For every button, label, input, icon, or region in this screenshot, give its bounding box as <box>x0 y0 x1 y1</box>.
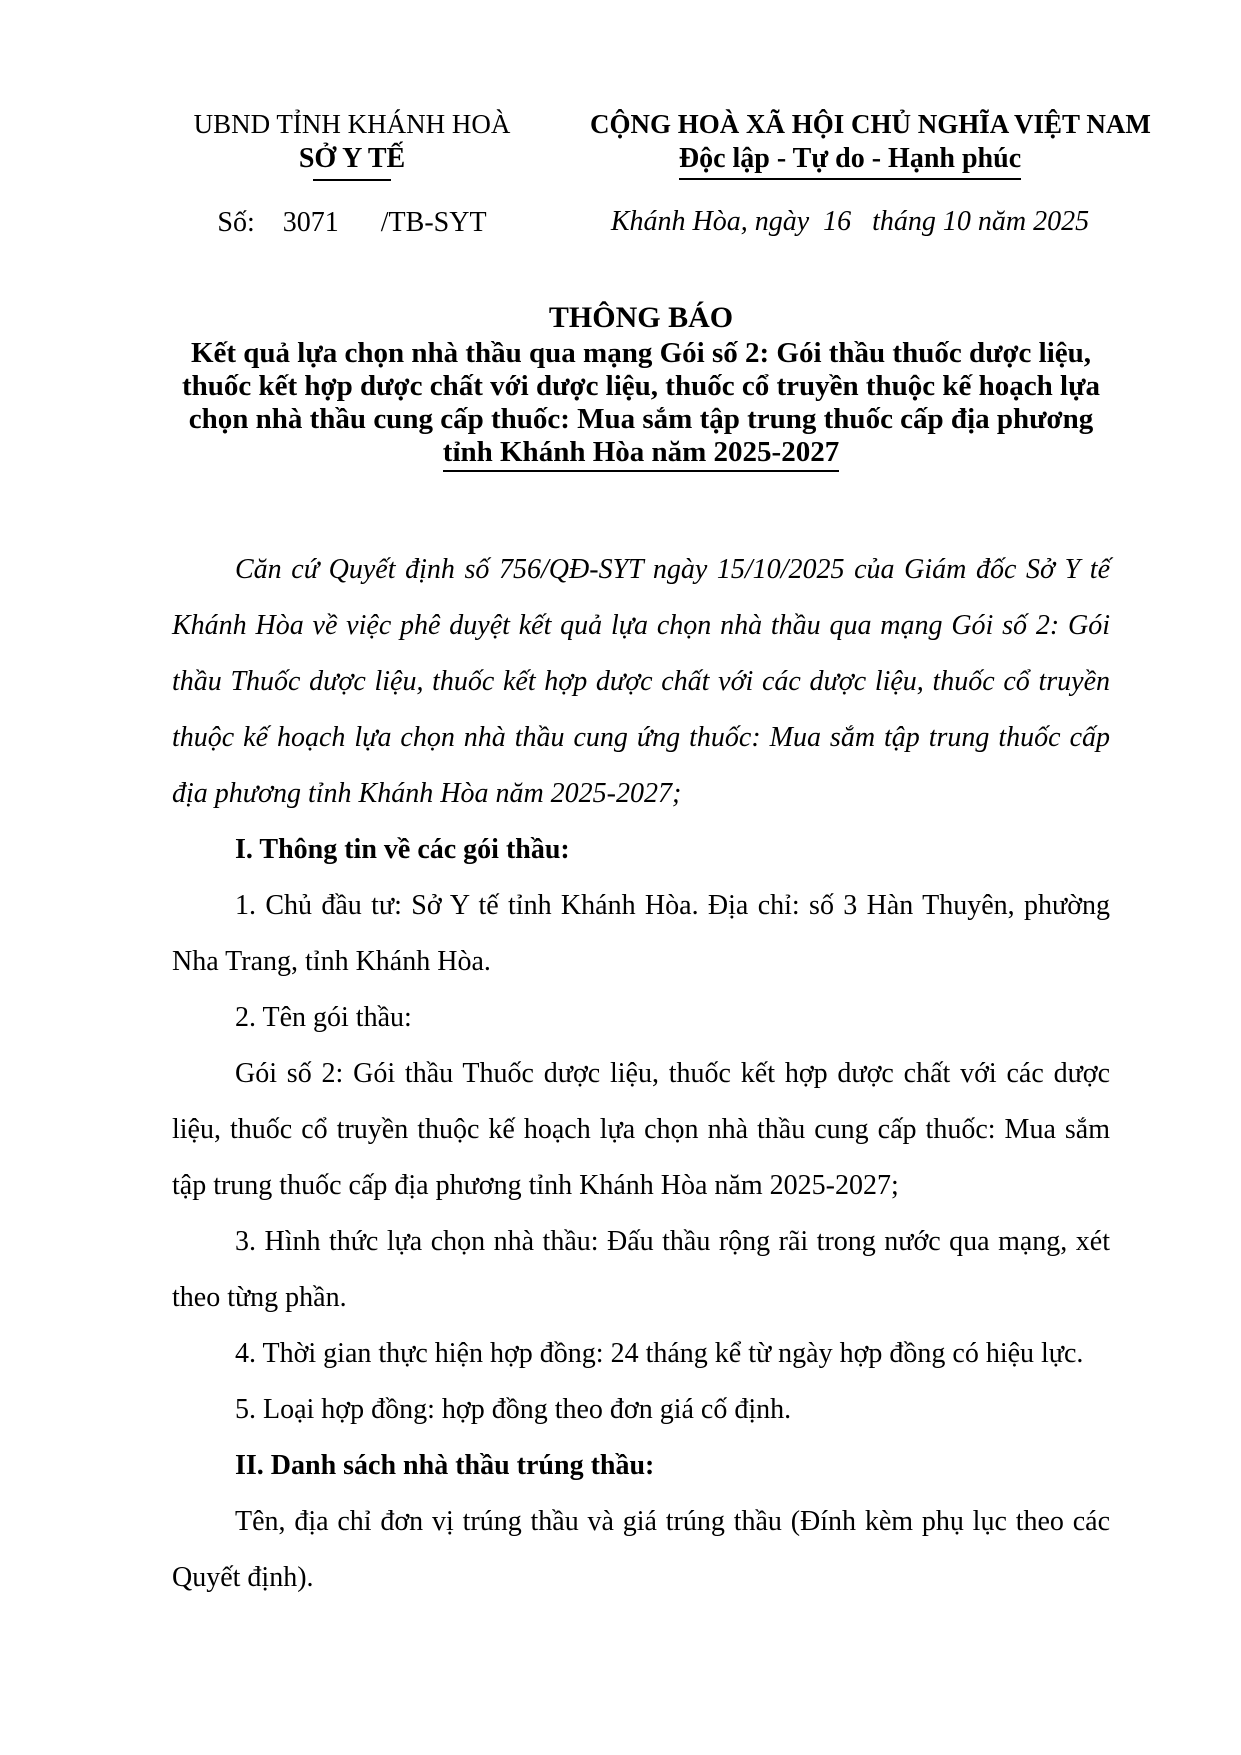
document-heading: THÔNG BÁO <box>548 301 734 334</box>
document-subtitle-line-3: chọn nhà thầu cung cấp thuốc: Mua sắm tập trung thuốc cấp địa phương <box>188 403 1094 435</box>
document-number: Số: 3071 /TB-SYT <box>217 207 487 238</box>
section-heading-2: II. Danh sách nhà thầu trúng thầu: <box>235 1450 655 1481</box>
section-heading-1: I. Thông tin về các gói thầu: <box>235 834 570 865</box>
document-title-block <box>172 299 1110 472</box>
parent-org-name: UBND TỈNH KHÁNH HOÀ <box>193 109 511 139</box>
paragraph-contract-duration: 4. Thời gian thực hiện hợp đồng: 24 tháng kể từ ngày hợp đồng có hiệu lực. <box>235 1338 1084 1369</box>
document-header <box>172 106 1151 239</box>
document-subtitle-underlined-text: tỉnh Khánh Hòa năm 2025-2027 <box>443 436 839 472</box>
paragraph-contract-type: 5. Loại hợp đồng: hợp đồng theo đơn giá cố định. <box>235 1394 792 1425</box>
org-name: SỞ Y TẾ <box>298 143 406 174</box>
issuing-org-block <box>172 106 532 239</box>
paragraph-winning-bidders: Tên, địa chỉ đơn vị trúng thầu và giá trúng thầu (Đính kèm phụ lục theo các Quyết định). <box>172 1506 1110 1593</box>
document-subtitle-line-2: thuốc kết hợp dược chất với dược liệu, thuốc cổ truyền thuộc kế hoạch lựa <box>181 370 1100 402</box>
paragraph-legal-basis: Căn cứ Quyết định số 756/QĐ-SYT ngày 15/10/2025 của Giám đốc Sở Y tế Khánh Hòa về việc phê duyệt kết quả lựa chọn nhà thầu qua mạng Gói số 2: Gói thầu Thuốc dược liệu, thuốc kết hợp dược chất với các dược liệu, thuốc cổ truyền thuộc kế hoạch lựa chọn nhà thầu cung ứng thuốc: Mua sắm tập trung thuốc cấp địa phương tỉnh Khánh Hòa năm 2025-2027; <box>172 554 1110 809</box>
paragraph-investor: 1. Chủ đầu tư: Sở Y tế tỉnh Khánh Hòa. Địa chỉ: số 3 Hàn Thuyên, phường Nha Trang, tỉnh Khánh Hòa. <box>172 890 1110 977</box>
org-name-underline <box>313 179 391 181</box>
national-motto-text: Độc lập - Tự do - Hạnh phúc <box>679 142 1021 180</box>
paragraph-selection-method: 3. Hình thức lựa chọn nhà thầu: Đấu thầu rộng rãi trong nước qua mạng, xét theo từng phần. <box>172 1226 1110 1313</box>
place-and-date: Khánh Hòa, ngày 16 tháng 10 năm 2025 <box>610 206 1090 237</box>
paragraph-package-description: Gói số 2: Gói thầu Thuốc dược liệu, thuốc kết hợp dược chất với các dược liệu, thuốc cổ truyền thuộc kế hoạch lựa chọn nhà thầu cung cấp thuốc: Mua sắm tập trung thuốc cấp địa phương tỉnh Khánh Hòa năm 2025-2027; <box>172 1058 1110 1201</box>
paragraph-package-name-label: 2. Tên gói thầu: <box>235 1002 412 1033</box>
national-header-block <box>590 106 1151 239</box>
document-subtitle-line-4 <box>172 436 1110 472</box>
national-title: CỘNG HOÀ XÃ HỘI CHỦ NGHĨA VIỆT NAM <box>590 109 1151 139</box>
document-subtitle-line-1: Kết quả lựa chọn nhà thầu qua mạng Gói số 2: Gói thầu thuốc dược liệu, <box>190 337 1092 369</box>
national-motto <box>590 142 1110 180</box>
document-body <box>172 542 1110 1606</box>
